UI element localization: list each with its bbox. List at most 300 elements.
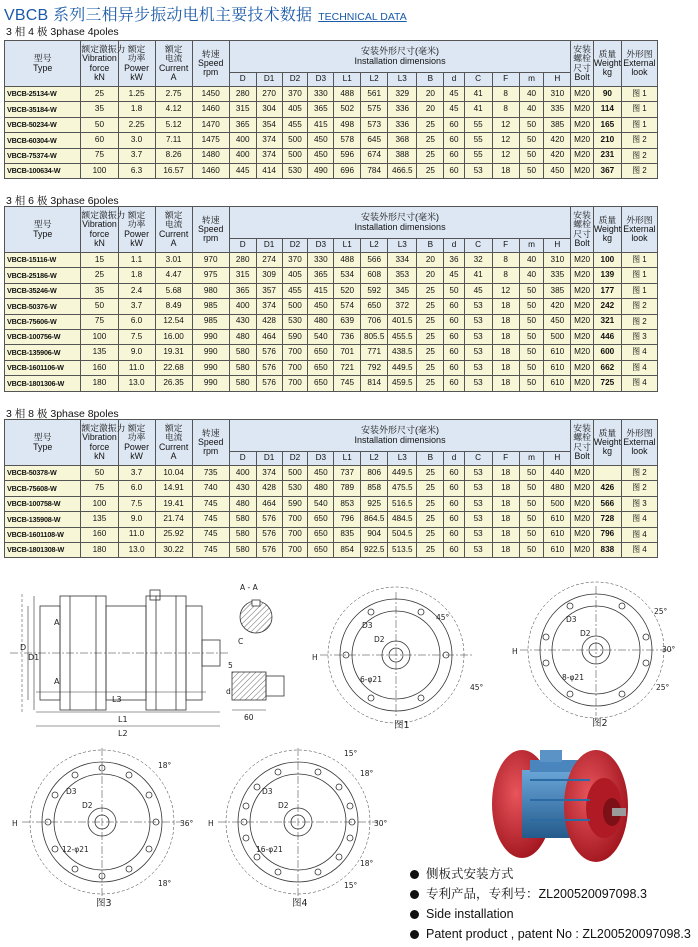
cell-dimension: 20 bbox=[417, 253, 444, 268]
header-line: 额定 bbox=[127, 44, 146, 55]
cell-speed: 990 bbox=[192, 345, 229, 360]
fig4-angle-2: 18° bbox=[360, 769, 374, 778]
cell-dimension: 336 bbox=[388, 117, 417, 132]
cell-dimension: 372 bbox=[388, 299, 417, 314]
cell-dimension: 41 bbox=[464, 268, 492, 283]
cell-dimension: 400 bbox=[229, 466, 256, 481]
header-line: rpm bbox=[203, 446, 219, 457]
cell-external-look: 图 2 bbox=[621, 148, 657, 163]
cell-dimension: 580 bbox=[229, 512, 256, 527]
cell-speed: 740 bbox=[192, 481, 229, 496]
cell-dimension: 650 bbox=[308, 345, 334, 360]
cell-dimension: 25 bbox=[417, 527, 444, 542]
cell-dimension: 53 bbox=[464, 496, 492, 511]
header-dim-col: L3 bbox=[388, 239, 417, 253]
fig2-angle-top: 25° bbox=[654, 607, 668, 616]
label-L3: L3 bbox=[112, 695, 122, 704]
header-dim-col: D1 bbox=[256, 73, 282, 87]
cell-dimension: 450 bbox=[544, 163, 571, 178]
header-dims-cn: 安装外形尺寸(毫米) bbox=[361, 212, 440, 223]
table-row bbox=[5, 283, 694, 298]
header-line: 额定激振力 bbox=[81, 423, 126, 434]
header-dim-col: L2 bbox=[361, 73, 388, 87]
fig4-d3: D3 bbox=[262, 787, 273, 796]
cell-dimension: 53 bbox=[464, 376, 492, 391]
cell-power: 3.7 bbox=[118, 466, 155, 481]
cell-current: 26.35 bbox=[155, 376, 192, 391]
header-dim-col: L2 bbox=[361, 239, 388, 253]
header-line: 质量 bbox=[598, 427, 617, 438]
cell-dimension: 706 bbox=[361, 314, 388, 329]
cell-dimension: 25 bbox=[417, 466, 444, 481]
cell-speed: 990 bbox=[192, 360, 229, 375]
cell-dimension: 50 bbox=[519, 360, 544, 375]
cell-dimension: 309 bbox=[256, 268, 282, 283]
cell-current: 16.57 bbox=[155, 163, 192, 178]
fig2-angle-mid: 30° bbox=[662, 645, 676, 654]
header-line: 额定 bbox=[127, 423, 146, 434]
header-dim-col: B bbox=[417, 239, 444, 253]
cell-dimension: 18 bbox=[492, 481, 519, 496]
cell-weight: 725 bbox=[593, 376, 621, 391]
cell-dimension: 420 bbox=[544, 133, 571, 148]
cell-dimension: 315 bbox=[229, 268, 256, 283]
cell-external-look: 图 1 bbox=[621, 87, 657, 102]
header-line: 螺栓 bbox=[573, 432, 591, 443]
cell-model: VBCB-25186-W bbox=[5, 268, 81, 283]
fig4-angle-5: 15° bbox=[344, 881, 358, 890]
cell-dimension: 464 bbox=[256, 329, 282, 344]
cell-dimension: 700 bbox=[282, 345, 308, 360]
cell-dimension: 576 bbox=[256, 360, 282, 375]
cell-dimension: 455.5 bbox=[388, 329, 417, 344]
header-force bbox=[81, 207, 126, 253]
cell-dimension: 25 bbox=[417, 542, 444, 557]
cell-dimension: 50 bbox=[519, 329, 544, 344]
cell-dimension: 700 bbox=[282, 512, 308, 527]
cell-weight: 446 bbox=[593, 329, 621, 344]
cell-dimension: 639 bbox=[334, 314, 361, 329]
section-label: 3 相 6 极 3phase 6poles bbox=[6, 195, 119, 207]
cell-dimension: 374 bbox=[256, 133, 282, 148]
header-dim-col: C bbox=[464, 452, 492, 466]
header-line: 功率 bbox=[127, 53, 146, 64]
cell-external-look: 图 1 bbox=[621, 268, 657, 283]
cell-dimension: 40 bbox=[519, 87, 544, 102]
cell-weight: 426 bbox=[593, 481, 621, 496]
table-row bbox=[5, 512, 694, 527]
cell-weight: 662 bbox=[593, 360, 621, 375]
cell-force: 35 bbox=[81, 102, 118, 117]
header-line: 功率 bbox=[127, 432, 146, 443]
cell-dimension: 60 bbox=[444, 542, 464, 557]
cell-speed: 1475 bbox=[192, 133, 229, 148]
header-dims-en: Installation dimensions bbox=[354, 434, 446, 445]
cell-bolt: M20 bbox=[571, 133, 593, 148]
cell-force: 100 bbox=[81, 496, 118, 511]
cell-power: 6.3 bbox=[118, 163, 155, 178]
cell-dimension: 650 bbox=[308, 512, 334, 527]
cell-dimension: 18 bbox=[492, 527, 519, 542]
cell-dimension: 566 bbox=[361, 253, 388, 268]
header-weight bbox=[593, 41, 621, 87]
header-dim-col: D bbox=[229, 452, 256, 466]
cell-dimension: 53 bbox=[464, 512, 492, 527]
cell-external-look: 图 4 bbox=[621, 542, 657, 557]
cell-dimension: 864.5 bbox=[361, 512, 388, 527]
cell-power: 2.4 bbox=[118, 283, 155, 298]
header-dim-col: D3 bbox=[308, 239, 334, 253]
cell-current: 7.11 bbox=[155, 133, 192, 148]
cell-dimension: 50 bbox=[519, 512, 544, 527]
cell-dimension: 430 bbox=[229, 314, 256, 329]
table-row bbox=[5, 133, 694, 148]
cell-speed: 745 bbox=[192, 527, 229, 542]
fig2-angle-bottom: 25° bbox=[656, 683, 670, 692]
header-dims-cn: 安装外形尺寸(毫米) bbox=[361, 425, 440, 436]
cell-bolt: M20 bbox=[571, 345, 593, 360]
header-dims-en: Installation dimensions bbox=[354, 221, 446, 232]
header-dim-col: d bbox=[444, 239, 464, 253]
header-dim-col: L1 bbox=[334, 452, 361, 466]
fig3-angle-bottom: 18° bbox=[158, 879, 172, 888]
spec-table bbox=[4, 40, 694, 179]
cell-force: 25 bbox=[81, 268, 118, 283]
cell-force: 75 bbox=[81, 148, 118, 163]
header-line: Power bbox=[124, 62, 149, 73]
cell-bolt: M20 bbox=[571, 360, 593, 375]
header-dims-en: Installation dimensions bbox=[354, 55, 446, 66]
header-line: 额定 bbox=[164, 423, 183, 434]
cell-weight bbox=[593, 466, 621, 481]
cell-dimension: 573 bbox=[361, 117, 388, 132]
cell-current: 4.47 bbox=[155, 268, 192, 283]
label-d: d bbox=[226, 687, 231, 696]
cell-dimension: 32 bbox=[464, 253, 492, 268]
header-line: 额定激振力 bbox=[81, 210, 126, 221]
cell-dimension: 53 bbox=[464, 329, 492, 344]
cell-current: 3.01 bbox=[155, 253, 192, 268]
cell-dimension: 455 bbox=[282, 117, 308, 132]
cell-weight: 728 bbox=[593, 512, 621, 527]
header-force bbox=[81, 41, 126, 87]
header-line: Weight bbox=[593, 223, 622, 234]
header-line: kW bbox=[130, 71, 143, 82]
cell-dimension: 60 bbox=[444, 512, 464, 527]
cell-dimension: 445 bbox=[229, 163, 256, 178]
cell-external-look: 图 2 bbox=[621, 481, 657, 496]
cell-dimension: 55 bbox=[464, 133, 492, 148]
fig1-h: H bbox=[312, 653, 318, 662]
cell-dimension: 650 bbox=[308, 527, 334, 542]
cell-dimension: 280 bbox=[229, 253, 256, 268]
note-item bbox=[408, 924, 696, 944]
cell-external-look: 图 4 bbox=[621, 527, 657, 542]
table-row bbox=[5, 542, 694, 557]
bullet-icon bbox=[410, 910, 419, 919]
cell-dimension: 270 bbox=[256, 87, 282, 102]
header-dim-col: D1 bbox=[256, 452, 282, 466]
cell-dimension: 530 bbox=[282, 314, 308, 329]
cell-dimension: 578 bbox=[334, 133, 361, 148]
cell-weight: 231 bbox=[593, 148, 621, 163]
cell-dimension: 25 bbox=[417, 360, 444, 375]
header-line: Vibration bbox=[82, 53, 117, 64]
cell-dimension: 449.5 bbox=[388, 466, 417, 481]
cell-dimension: 50 bbox=[444, 283, 464, 298]
cell-model: VBCB-50376-W bbox=[5, 299, 81, 314]
header-line: 转速 bbox=[201, 427, 220, 438]
cell-dimension: 504.5 bbox=[388, 527, 417, 542]
cell-dimension: 480 bbox=[308, 481, 334, 496]
cell-current: 21.74 bbox=[155, 512, 192, 527]
cell-power: 7.5 bbox=[118, 329, 155, 344]
cell-dimension: 50 bbox=[519, 496, 544, 511]
cell-dimension: 520 bbox=[334, 283, 361, 298]
header-line: External bbox=[623, 223, 656, 234]
cell-bolt: M20 bbox=[571, 481, 593, 496]
header-line: kN bbox=[94, 237, 105, 248]
cell-dimension: 721 bbox=[334, 360, 361, 375]
cell-force: 35 bbox=[81, 283, 118, 298]
cell-model: VBCB-1801308-W bbox=[5, 542, 81, 557]
cell-weight: 90 bbox=[593, 87, 621, 102]
cell-dimension: 414 bbox=[256, 163, 282, 178]
header-line: 电流 bbox=[164, 53, 183, 64]
cell-current: 19.31 bbox=[155, 345, 192, 360]
notes-list bbox=[408, 864, 696, 944]
cell-dimension: 650 bbox=[308, 360, 334, 375]
header-line: Power bbox=[124, 228, 149, 239]
cell-dimension: 388 bbox=[388, 148, 417, 163]
cell-dimension: 590 bbox=[282, 329, 308, 344]
header-dim-col: C bbox=[464, 239, 492, 253]
cell-external-look: 图 3 bbox=[621, 329, 657, 344]
fig3-holes: 12-φ21 bbox=[62, 845, 89, 854]
cell-dimension: 484.5 bbox=[388, 512, 417, 527]
cell-dimension: 280 bbox=[229, 87, 256, 102]
cell-dimension: 50 bbox=[519, 117, 544, 132]
cell-dimension: 40 bbox=[519, 268, 544, 283]
cell-dimension: 8 bbox=[492, 102, 519, 117]
cell-dimension: 18 bbox=[492, 466, 519, 481]
cell-dimension: 50 bbox=[519, 283, 544, 298]
title-english: TECHNICAL DATA bbox=[318, 11, 407, 23]
cell-dimension: 858 bbox=[361, 481, 388, 496]
cell-dimension: 20 bbox=[417, 268, 444, 283]
cell-dimension: 53 bbox=[464, 527, 492, 542]
cell-model: VBCB-15116-W bbox=[5, 253, 81, 268]
cell-speed: 985 bbox=[192, 299, 229, 314]
note-item bbox=[408, 904, 696, 924]
cell-dimension: 405 bbox=[282, 268, 308, 283]
cell-force: 75 bbox=[81, 481, 118, 496]
cell-force: 60 bbox=[81, 133, 118, 148]
cell-dimension: 401.5 bbox=[388, 314, 417, 329]
fig4-holes: 16-φ21 bbox=[256, 845, 283, 854]
fig1-angle-2: 45° bbox=[470, 683, 484, 692]
table-row bbox=[5, 117, 694, 132]
page-title bbox=[4, 2, 694, 26]
cell-speed: 745 bbox=[192, 542, 229, 557]
header-line: Power bbox=[124, 441, 149, 452]
header-line: 额定 bbox=[164, 210, 183, 221]
cell-dimension: 516.5 bbox=[388, 496, 417, 511]
cell-dimension: 449.5 bbox=[388, 360, 417, 375]
cell-dimension: 610 bbox=[544, 360, 571, 375]
cell-external-look: 图 1 bbox=[621, 253, 657, 268]
cell-bolt: M20 bbox=[571, 527, 593, 542]
header-line: 型号 bbox=[33, 219, 52, 230]
cell-dimension: 335 bbox=[544, 268, 571, 283]
cell-dimension: 490 bbox=[308, 163, 334, 178]
section-label: 3 相 8 极 3phase 8poles bbox=[6, 408, 119, 420]
cell-power: 9.0 bbox=[118, 512, 155, 527]
cell-bolt: M20 bbox=[571, 542, 593, 557]
cell-dimension: 745 bbox=[334, 376, 361, 391]
cell-speed: 980 bbox=[192, 283, 229, 298]
cell-dimension: 534 bbox=[334, 268, 361, 283]
label-D: D bbox=[20, 643, 27, 652]
cell-bolt: M20 bbox=[571, 148, 593, 163]
cell-dimension: 450 bbox=[308, 466, 334, 481]
cell-dimension: 353 bbox=[388, 268, 417, 283]
cell-bolt: M20 bbox=[571, 512, 593, 527]
cell-dimension: 25 bbox=[417, 345, 444, 360]
cell-force: 50 bbox=[81, 466, 118, 481]
cell-power: 6.0 bbox=[118, 314, 155, 329]
cell-dimension: 25 bbox=[417, 163, 444, 178]
cell-dimension: 610 bbox=[544, 542, 571, 557]
note-item bbox=[408, 884, 696, 904]
cell-dimension: 60 bbox=[444, 133, 464, 148]
cell-dimension: 736 bbox=[334, 329, 361, 344]
cell-dimension: 45 bbox=[444, 268, 464, 283]
table-row bbox=[5, 299, 694, 314]
fig1-d2: D2 bbox=[374, 635, 385, 644]
table-row bbox=[5, 360, 694, 375]
header-line: 螺栓 bbox=[573, 53, 591, 64]
header-line: kg bbox=[602, 233, 613, 244]
cell-dimension: 330 bbox=[308, 253, 334, 268]
cell-force: 180 bbox=[81, 542, 118, 557]
cell-dimension: 415 bbox=[308, 117, 334, 132]
spec-table bbox=[4, 206, 694, 392]
cell-current: 10.04 bbox=[155, 466, 192, 481]
cell-model: VBCB-100758-W bbox=[5, 496, 81, 511]
cell-bolt: M20 bbox=[571, 329, 593, 344]
header-line: 尺寸 bbox=[573, 62, 591, 73]
cell-dimension: 25 bbox=[417, 329, 444, 344]
cell-dimension: 18 bbox=[492, 360, 519, 375]
cell-dimension: 60 bbox=[444, 360, 464, 375]
figure-3-drawing bbox=[22, 748, 182, 896]
cell-dimension: 8 bbox=[492, 268, 519, 283]
cell-dimension: 12 bbox=[492, 148, 519, 163]
cell-dimension: 45 bbox=[444, 102, 464, 117]
cell-weight: 838 bbox=[593, 542, 621, 557]
cell-dimension: 700 bbox=[282, 527, 308, 542]
cell-weight: 210 bbox=[593, 133, 621, 148]
cell-dimension: 365 bbox=[308, 102, 334, 117]
header-model bbox=[5, 207, 81, 253]
cell-current: 8.26 bbox=[155, 148, 192, 163]
header-line: 螺栓 bbox=[573, 219, 591, 230]
header-line: 尺寸 bbox=[573, 228, 591, 239]
table-row bbox=[5, 314, 694, 329]
cell-dimension: 60 bbox=[444, 329, 464, 344]
header-dim-col: L3 bbox=[388, 73, 417, 87]
cell-dimension: 450 bbox=[308, 148, 334, 163]
table-row bbox=[5, 466, 694, 481]
cell-dimension: 580 bbox=[229, 360, 256, 375]
header-dim-col: D1 bbox=[256, 239, 282, 253]
header-dim-col: D bbox=[229, 73, 256, 87]
bullet-icon bbox=[410, 870, 419, 879]
cell-dimension: 784 bbox=[361, 163, 388, 178]
cell-dimension: 18 bbox=[492, 542, 519, 557]
cell-power: 9.0 bbox=[118, 345, 155, 360]
header-line: Current bbox=[158, 62, 189, 73]
cell-dimension: 814 bbox=[361, 376, 388, 391]
cell-dimension: 370 bbox=[282, 87, 308, 102]
cell-speed: 1480 bbox=[192, 148, 229, 163]
cell-dimension: 576 bbox=[256, 542, 282, 557]
cell-speed: 735 bbox=[192, 466, 229, 481]
cell-dimension: 60 bbox=[444, 345, 464, 360]
cell-dimension: 41 bbox=[464, 102, 492, 117]
header-model bbox=[5, 420, 81, 466]
header-line: force bbox=[89, 62, 110, 73]
cell-dimension: 428 bbox=[256, 314, 282, 329]
note-text: 侧板式安装方式 bbox=[426, 867, 514, 881]
header-dim-col: m bbox=[519, 239, 544, 253]
cell-power: 3.7 bbox=[118, 148, 155, 163]
cell-external-look: 图 2 bbox=[621, 163, 657, 178]
header-speed bbox=[192, 420, 229, 466]
label-D1: D1 bbox=[28, 653, 40, 662]
header-dim-col: F bbox=[492, 452, 519, 466]
cell-dimension: 336 bbox=[388, 102, 417, 117]
cell-dimension: 405 bbox=[282, 102, 308, 117]
header-line: rpm bbox=[203, 67, 219, 78]
table-row bbox=[5, 268, 694, 283]
label-L2: L2 bbox=[118, 729, 128, 738]
fig1-angle: 45° bbox=[436, 613, 450, 622]
cell-dimension: 12 bbox=[492, 133, 519, 148]
cell-dimension: 450 bbox=[308, 133, 334, 148]
cell-dimension: 50 bbox=[519, 163, 544, 178]
fig3-d3: D3 bbox=[66, 787, 77, 796]
header-dim-col: L1 bbox=[334, 239, 361, 253]
table-row bbox=[5, 481, 694, 496]
header-current bbox=[155, 41, 192, 87]
cell-dimension: 400 bbox=[229, 133, 256, 148]
cell-weight: 321 bbox=[593, 314, 621, 329]
cell-dimension: 60 bbox=[444, 481, 464, 496]
cell-bolt: M20 bbox=[571, 466, 593, 481]
cell-power: 1.8 bbox=[118, 102, 155, 117]
header-current bbox=[155, 207, 192, 253]
cell-dimension: 480 bbox=[229, 496, 256, 511]
fig1-caption: 图1 bbox=[394, 720, 410, 731]
cell-dimension: 365 bbox=[229, 117, 256, 132]
header-line: 转速 bbox=[201, 214, 220, 225]
cell-external-look: 图 4 bbox=[621, 512, 657, 527]
cell-weight: 177 bbox=[593, 283, 621, 298]
cell-weight: 566 bbox=[593, 496, 621, 511]
cell-power: 1.1 bbox=[118, 253, 155, 268]
